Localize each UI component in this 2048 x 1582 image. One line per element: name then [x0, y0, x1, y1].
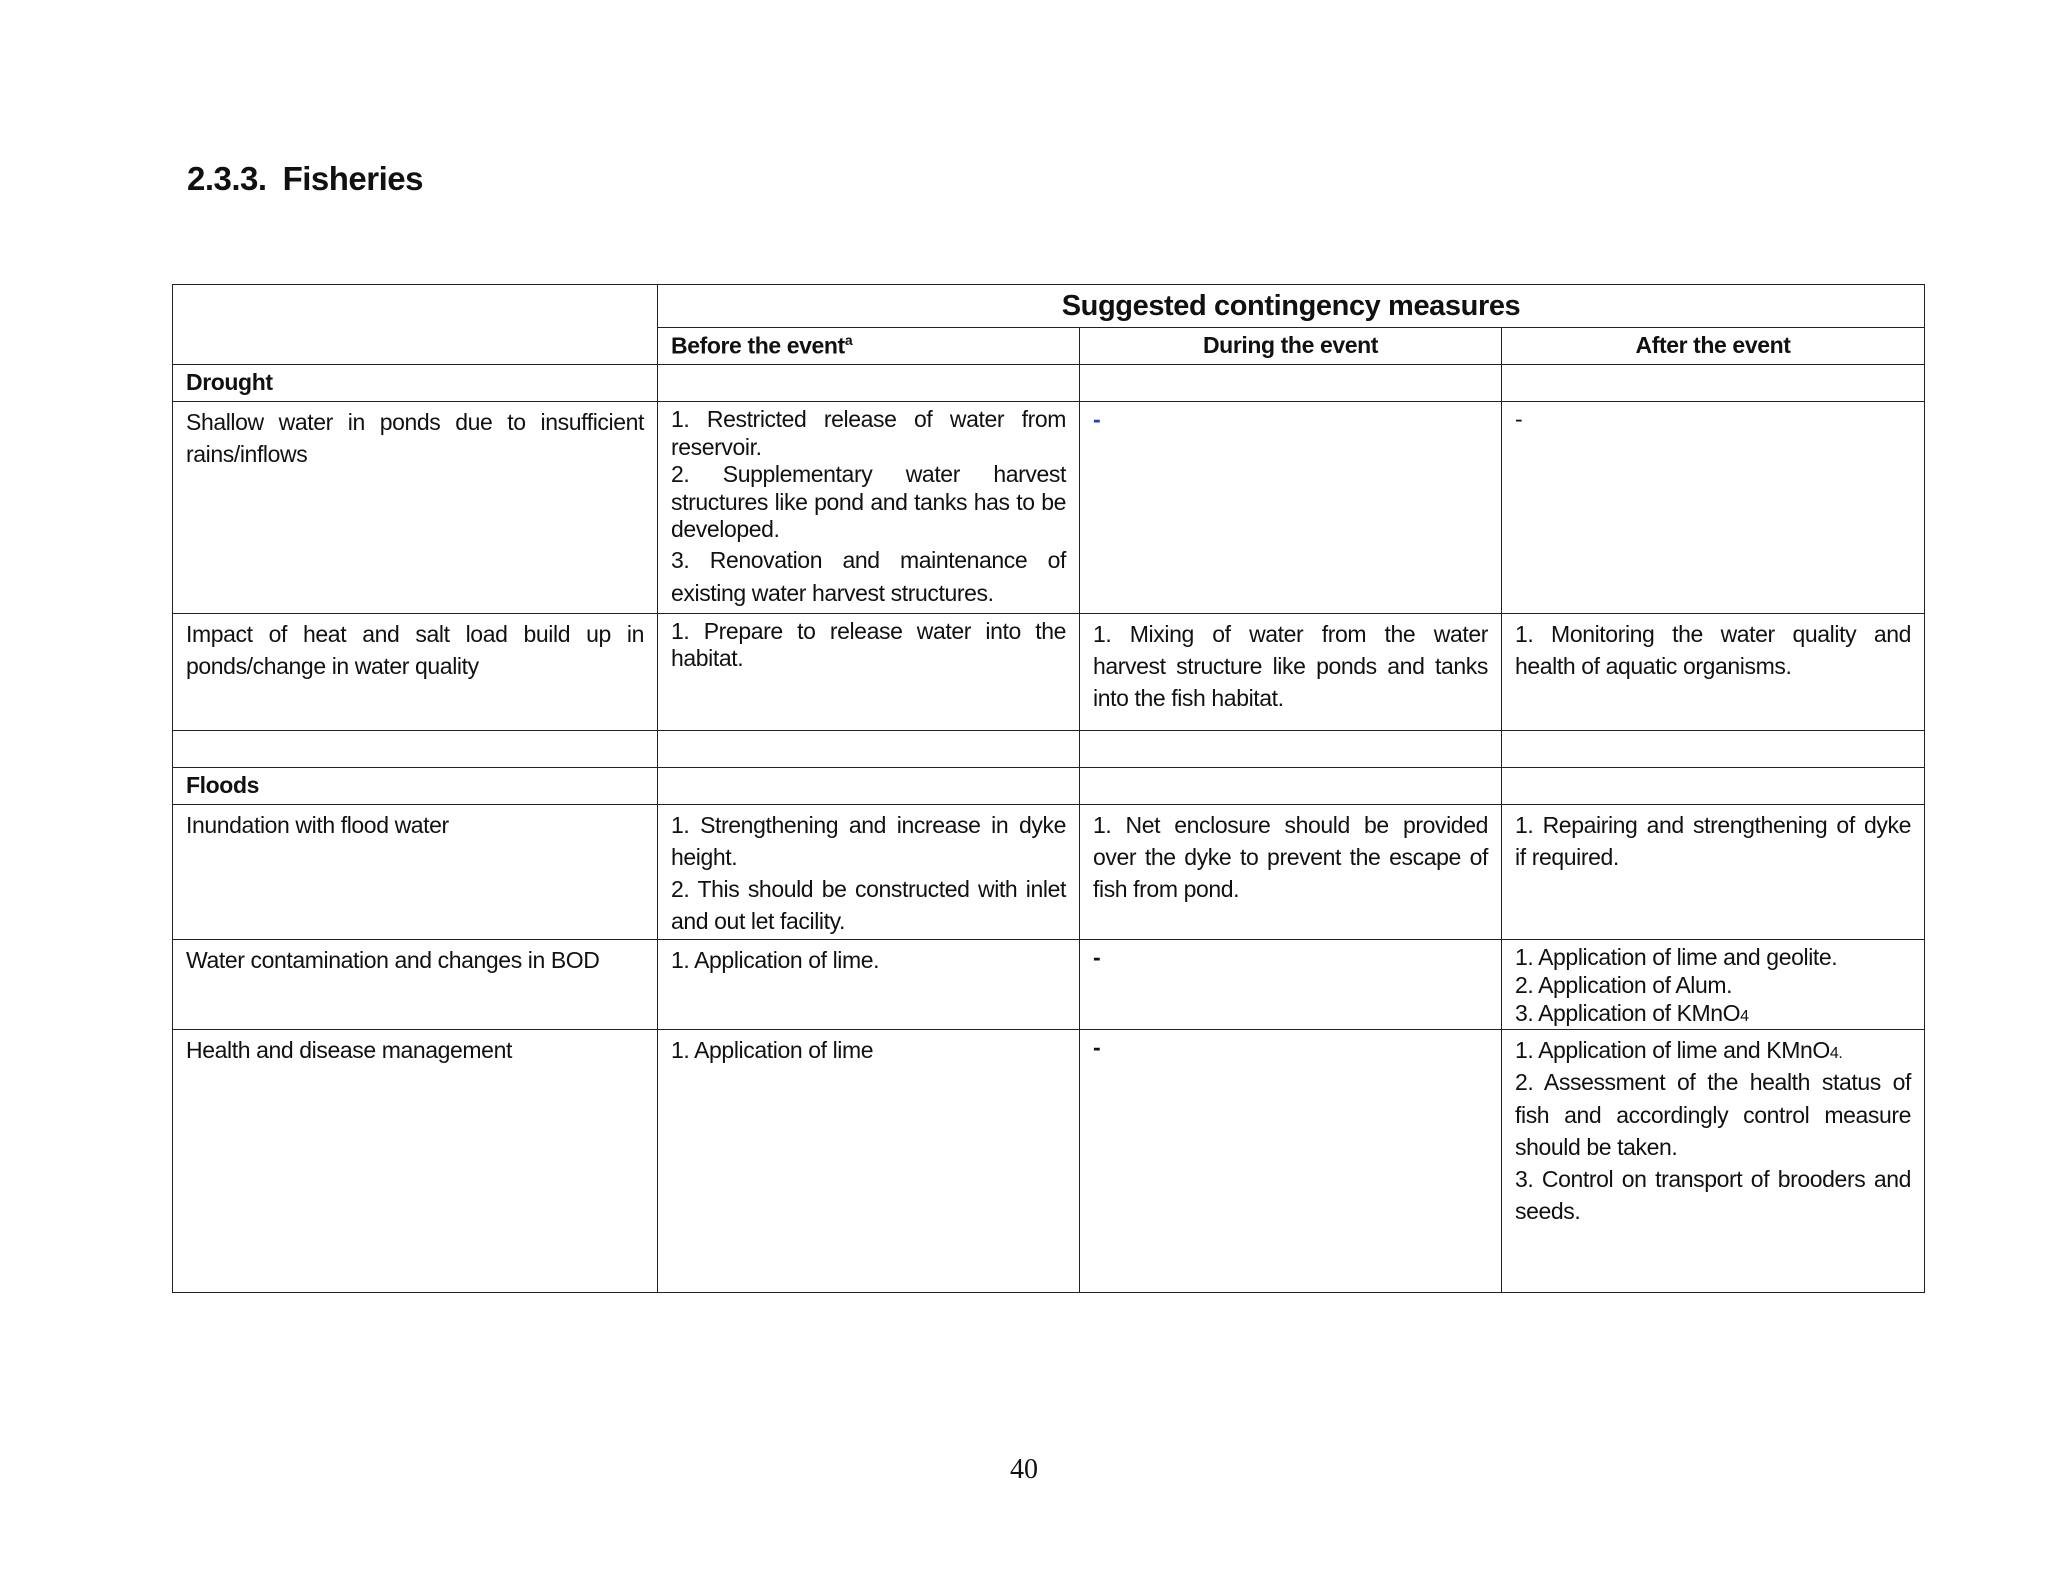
section-title: Fisheries — [282, 160, 423, 197]
empty-cell — [658, 730, 1080, 767]
after-cell — [1502, 940, 1925, 1030]
after-cell — [1502, 402, 1925, 614]
empty-cell — [1502, 365, 1925, 402]
measure-item — [1515, 1034, 1911, 1066]
empty-cell — [658, 767, 1080, 804]
header-before — [658, 328, 1080, 365]
table-row — [173, 402, 1925, 614]
after-cell — [1502, 804, 1925, 940]
subscript: 4 — [1740, 1007, 1749, 1025]
measure-item: 1. Prepare to release water into the habitat. — [671, 617, 1066, 672]
during-cell — [1080, 1030, 1502, 1293]
empty-cell — [1502, 767, 1925, 804]
section-heading — [187, 160, 423, 198]
header-after: After the event — [1502, 328, 1925, 365]
measure-text: 1. Application of lime and KMnO — [1515, 1037, 1830, 1064]
table-row — [173, 1030, 1925, 1293]
section-row-floods — [173, 767, 1925, 804]
measure-item: 1. Strengthening and increase in dyke height. — [671, 811, 1066, 870]
measure-item: 3. Control on transport of brooders and seeds. — [1515, 1165, 1912, 1225]
measure-item: 2. This should be constructed with inlet and out let facility. — [671, 876, 1066, 935]
contingency-table — [172, 284, 1925, 1293]
measure-text: 3. Application of KMnO — [1515, 999, 1741, 1026]
empty-cell — [658, 365, 1080, 402]
floods-label: Floods — [173, 767, 658, 804]
dash-marker: - — [1093, 406, 1101, 432]
measure-item: 1. Monitoring the water quality and health of aquatic organisms. — [1515, 620, 1912, 679]
empty-cell — [1080, 365, 1502, 402]
during-cell — [1080, 613, 1502, 730]
dash-marker: - — [1515, 406, 1523, 432]
section-row-drought — [173, 365, 1925, 402]
during-cell — [1080, 402, 1502, 614]
measure-item: 2. Supplementary water harvest structures like pond and tanks has to be developed. — [671, 461, 1066, 543]
empty-cell — [173, 730, 658, 767]
measure-item — [1515, 1000, 1911, 1028]
section-number: 2.3.3. — [187, 160, 267, 197]
blank-header-cell — [173, 285, 658, 365]
before-cell — [658, 402, 1080, 614]
measure-item: 1. Application of lime — [671, 1037, 874, 1064]
after-cell — [1502, 613, 1925, 730]
measure-item: 2. Application of Alum. — [1515, 972, 1733, 998]
table-row — [173, 804, 1925, 940]
issue-cell: Shallow water in ponds due to insufficient rains/inflows — [173, 402, 658, 614]
measure-item: 1. Repairing and strengthening of dyke if required. — [1515, 811, 1912, 870]
measure-item: 1. Net enclosure should be provided over the dyke to prevent the escape of fish from pond. — [1093, 811, 1488, 903]
measure-item: 1. Restricted release of water from reservoir. — [671, 406, 1066, 460]
issue-cell: Inundation with flood water — [173, 804, 658, 940]
empty-row — [173, 730, 1925, 767]
measure-item: 1. Application of lime. — [671, 947, 880, 974]
after-cell — [1502, 1030, 1925, 1293]
issue-cell: Health and disease management — [173, 1030, 658, 1293]
table-title-row — [173, 285, 1925, 328]
during-cell — [1080, 804, 1502, 940]
drought-label: Drought — [173, 365, 658, 402]
dash-marker: - — [1093, 1034, 1101, 1061]
before-cell — [658, 804, 1080, 940]
table-row — [173, 940, 1925, 1030]
issue-cell: Water contamination and changes in BOD — [173, 940, 658, 1030]
issue-cell: Impact of heat and salt load build up in ponds/change in water quality — [173, 613, 658, 730]
empty-cell — [1502, 730, 1925, 767]
measure-item: 1. Application of lime and geolite. — [1515, 944, 1838, 971]
measure-item: 3. Renovation and maintenance of existing water harvest structures. — [671, 546, 1066, 607]
page-number: 40 — [1010, 1454, 1038, 1485]
header-before-superscript: a — [844, 332, 853, 348]
before-cell — [658, 1030, 1080, 1293]
measure-item: 1. Mixing of water from the water harvest structure like ponds and tanks into the fish habitat. — [1093, 620, 1488, 712]
dash-marker: - — [1093, 944, 1101, 971]
during-cell — [1080, 940, 1502, 1030]
empty-cell — [1080, 730, 1502, 767]
before-cell — [658, 940, 1080, 1030]
subscript: 4. — [1829, 1045, 1843, 1063]
empty-cell — [1080, 767, 1502, 804]
table-title: Suggested contingency measures — [658, 285, 1925, 328]
measure-item: 2. Assessment of the health status of fish and accordingly control measure should be taken. — [1515, 1069, 1912, 1160]
header-before-label: Before the event — [671, 332, 845, 359]
header-during: During the event — [1080, 328, 1502, 365]
before-cell — [658, 613, 1080, 730]
table-row — [173, 613, 1925, 730]
